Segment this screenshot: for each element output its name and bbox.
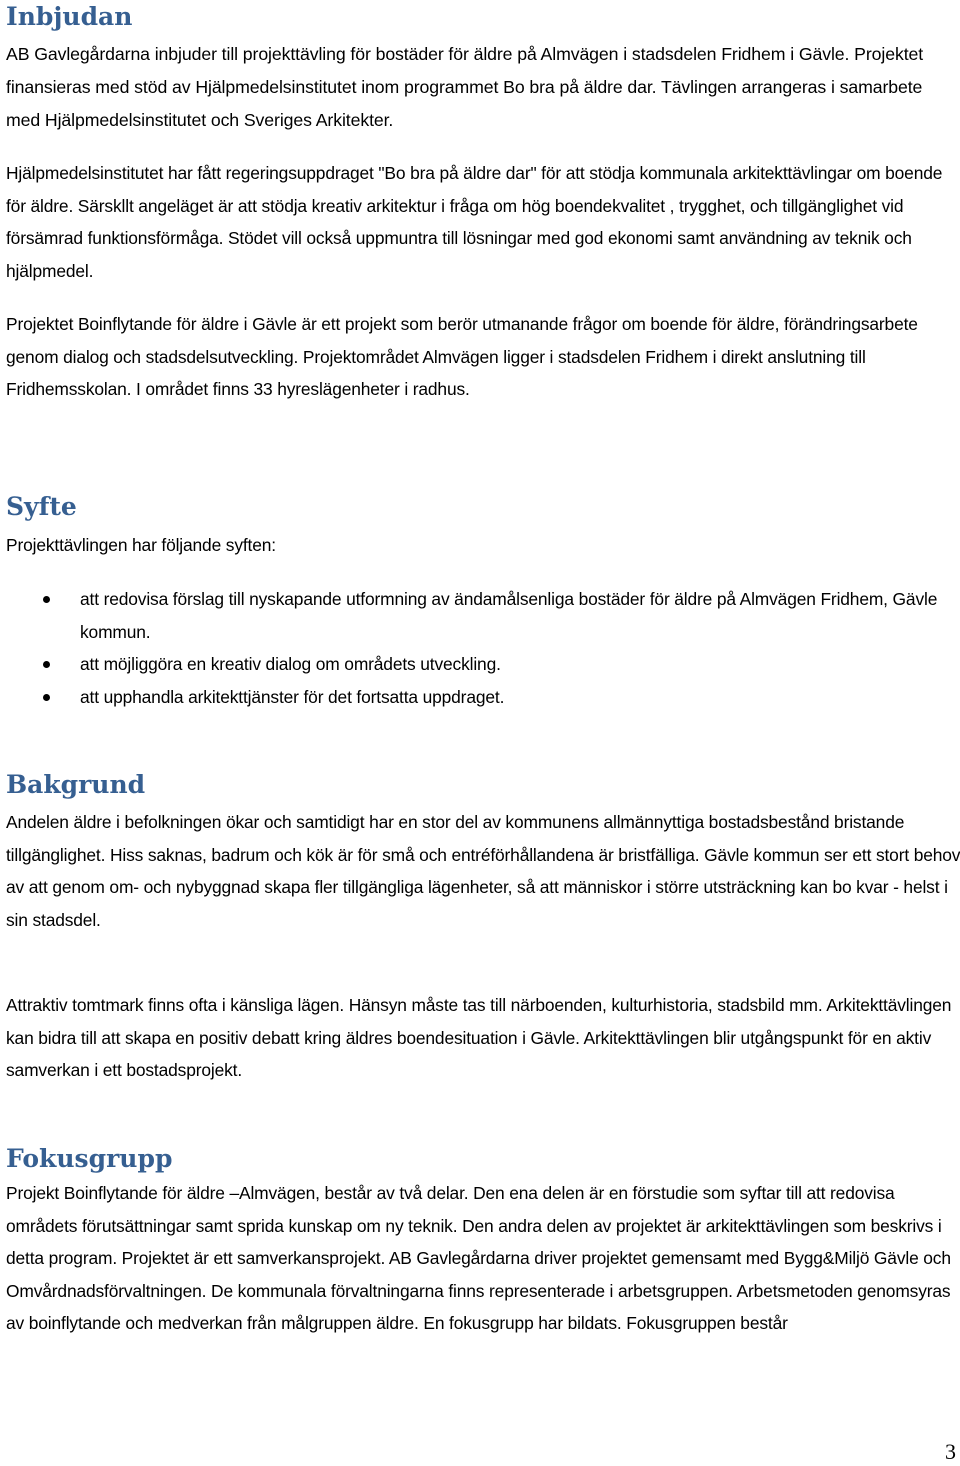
paragraph-inbjudan-intro: AB Gavlegårdarna inbjuder till projekttävling för bostäder för äldre på Almvägen i stadsdelen Fridhem i Gävle. Projektet finansieras med stöd av Hjälpmedelsinstitutet inom programmet Bo bra på äldre dar. Tävlingen arrangeras i samarbete med Hjälpmedelsinstitutet och Sveriges Arkitekter.	[6, 44, 924, 130]
list-item-text: att redovisa förslag till nyskapande utformning av ändamålsenliga bostäder för äldre på Almvägen Fridhem, Gävle kommun.	[80, 589, 938, 642]
heading-bakgrund: Bakgrund	[6, 770, 146, 799]
paragraph-bakgrund-2: Attraktiv tomtmark finns ofta i känsliga lägen. Hänsyn måste tas till närboenden, kulturhistoria, stadsbild mm. Arkitekttävlingen kan bidra till att skapa en positiv debatt kring äldres boendesituation i Gävle. Arkitekttävlingen blir utgångspunkt för en aktiv samverkan i ett bostadsprojekt.	[6, 995, 952, 1080]
bullet-icon	[43, 661, 50, 668]
heading-fokusgrupp: Fokusgrupp	[6, 1144, 173, 1173]
heading-syfte: Syfte	[6, 492, 77, 521]
heading-inbjudan: Inbjudan	[6, 2, 133, 31]
list-item	[6, 681, 956, 714]
list-item	[6, 583, 956, 648]
bullet-icon	[43, 596, 50, 603]
paragraph-bakgrund-1: Andelen äldre i befolkningen ökar och samtidigt har en stor del av kommunens allmännyttiga bostadsbestånd bristande tillgänglighet. Hiss saknas, badrum och kök är för små och entréförhållandena är bristfälliga. Gävle kommun ser ett stort behov av att genom om- och nybyggnad skapa fler tillgängliga lägenheter, så att människor i större utsträckning kan bo kvar - helst i sin stadsdel.	[6, 812, 960, 930]
paragraph-hjalpmedelsinstitutet: Hjälpmedelsinstitutet har fått regeringsuppdraget "Bo bra på äldre dar" för att stödja kommunala arkitekttävlingar om boende för äldre. Särskllt angeläget är att stödja kreativ arkitektur i fråga om hög boendekvalitet , trygghet, och tillgänglighet vid försämrad funktionsförmåga. Stödet vill också uppmuntra till lösningar med god ekonomi samt användning av teknik och hjälpmedel.	[6, 163, 943, 281]
list-item-text: att möjliggöra en kreativ dialog om områdets utveckling.	[80, 654, 501, 674]
list-item-text: att upphandla arkitekttjänster för det fortsatta uppdraget.	[80, 686, 505, 707]
page-number: 3	[945, 1439, 956, 1464]
list-item	[6, 648, 956, 681]
paragraph-fokusgrupp: Projekt Boinflytande för äldre –Almvägen, består av två delar. Den ena delen är en förstudie som syftar till att redovisa områdets förutsättningar samt sprida kunskap om ny teknik. Den andra delen av projektet är arkitekttävlingen som beskrivs i detta program. Projektet är ett samverkansprojekt. AB Gavlegårdarna driver projektet gemensamt med Bygg&Miljö Gävle och Omvårdnadsförvaltningen. De kommunala förvaltningarna finns representerade i arbetsgruppen. Arbetsmetoden genomsyras av boinflytande och medverkan från målgruppen äldre. En fokusgrupp har bildats. Fokusgruppen består	[6, 1183, 951, 1333]
paragraph-syfte-intro: Projekttävlingen har följande syften:	[6, 535, 276, 555]
bullet-icon	[43, 694, 50, 701]
syfte-bullet-list	[6, 583, 956, 713]
paragraph-projektet: Projektet Boinflytande för äldre i Gävle är ett projekt som berör utmanande frågor om boende för äldre, förändringsarbete genom dialog och stadsdelsutveckling. Projektområdet Almvägen ligger i stadsdelen Fridhem i direkt anslutning till Fridhemsskolan. I området finns 33 hyreslägenheter i radhus.	[6, 314, 918, 399]
